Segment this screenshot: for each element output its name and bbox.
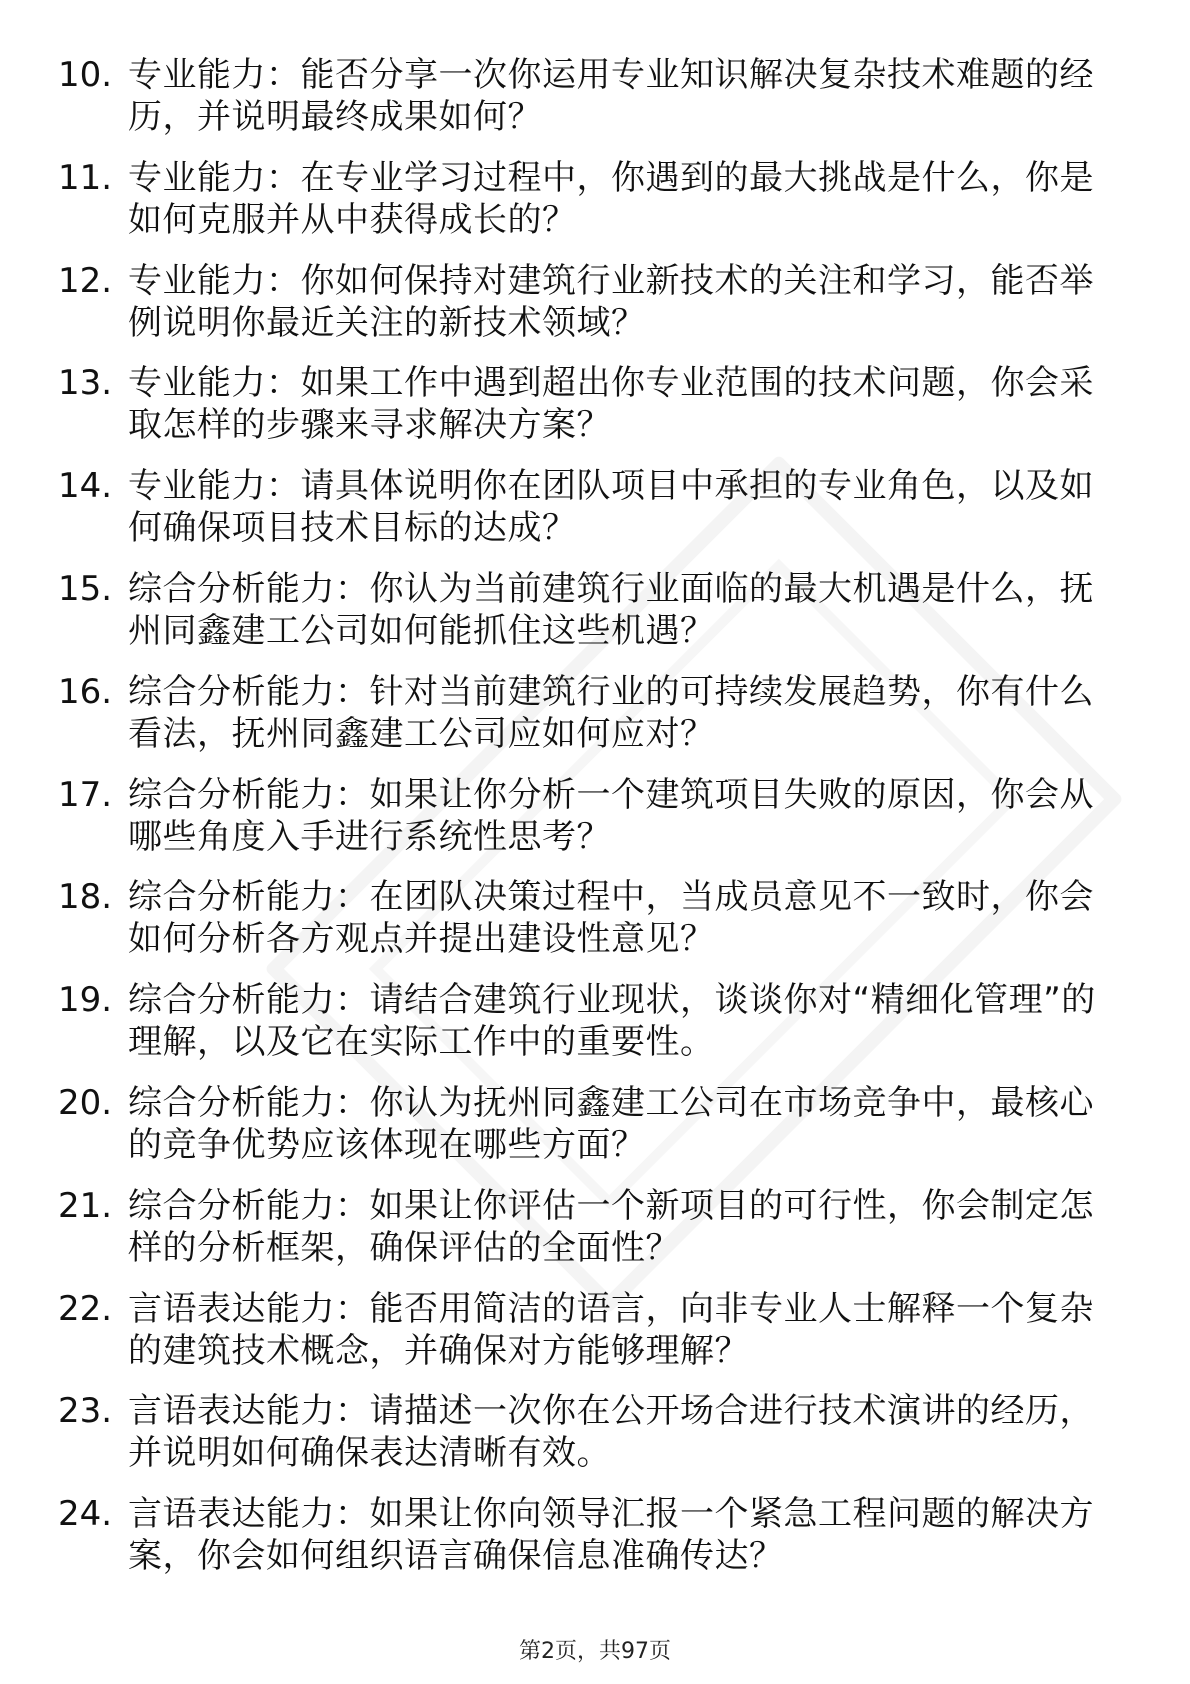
list-item: [0, 1185, 1190, 1288]
item-number: 18.: [58, 877, 113, 918]
item-number: 17.: [58, 774, 113, 815]
list-item: [0, 362, 1190, 465]
item-number: 11.: [58, 157, 113, 198]
item-number: 22.: [58, 1288, 113, 1329]
list-item: [0, 979, 1190, 1082]
item-number: 16.: [58, 671, 113, 712]
item-text: 专业能力：在专业学习过程中，你遇到的最大挑战是什么，你是如何克服并从中获得成长的？: [128, 157, 1094, 240]
list-item: [0, 1082, 1190, 1185]
item-number: 20.: [58, 1082, 113, 1123]
list-item: [0, 1390, 1190, 1493]
question-list: [0, 54, 1190, 1596]
item-text: 综合分析能力：如果让你评估一个新项目的可行性，你会制定怎样的分析框架，确保评估的全面性？: [128, 1185, 1094, 1268]
item-text: 综合分析能力：你认为当前建筑行业面临的最大机遇是什么，抚州同鑫建工公司如何能抓住这些机遇？: [128, 568, 1094, 651]
list-item: [0, 774, 1190, 877]
list-item: [0, 568, 1190, 671]
item-number: 10.: [58, 55, 113, 95]
item-text: 综合分析能力：如果让你分析一个建筑项目失败的原因，你会从哪些角度入手进行系统性思考？: [128, 774, 1094, 857]
item-number: 15.: [58, 568, 113, 609]
list-item: [0, 1288, 1190, 1391]
item-text: 综合分析能力：在团队决策过程中，当成员意见不一致时，你会如何分析各方观点并提出建设性意见？: [128, 877, 1094, 960]
list-item: [0, 260, 1190, 363]
item-text: 专业能力：你如何保持对建筑行业新技术的关注和学习，能否举例说明你最近关注的新技术领域？: [128, 260, 1094, 343]
list-item: [0, 876, 1190, 979]
item-text: 综合分析能力：你认为抚州同鑫建工公司在市场竞争中，最核心的竞争优势应该体现在哪些方面？: [128, 1082, 1094, 1165]
item-number: 21.: [58, 1185, 113, 1226]
list-item: [0, 157, 1190, 260]
item-number: 24.: [58, 1494, 113, 1535]
list-item: [0, 671, 1190, 774]
item-text: 综合分析能力：请结合建筑行业现状，谈谈你对“精细化管理”的理解，以及它在实际工作中的重要性。: [128, 980, 1096, 1063]
list-item: [0, 465, 1190, 568]
item-text: 言语表达能力：请描述一次你在公开场合进行技术演讲的经历，并说明如何确保表达清晰有效。: [128, 1391, 1094, 1474]
list-item: [0, 54, 1190, 157]
item-number: 12.: [58, 260, 113, 301]
item-number: 14.: [58, 466, 113, 507]
list-item: [0, 1493, 1190, 1596]
item-text: 专业能力：能否分享一次你运用专业知识解决复杂技术难题的经历，并说明最终成果如何？: [128, 55, 1094, 137]
item-text: 言语表达能力：能否用简洁的语言，向非专业人士解释一个复杂的建筑技术概念，并确保对方能够理解？: [128, 1288, 1094, 1371]
item-text: 言语表达能力：如果让你向领导汇报一个紧急工程问题的解决方案，你会如何组织语言确保信息准确传达？: [128, 1494, 1094, 1577]
item-number: 23.: [58, 1391, 113, 1432]
page-footer: 第2页，共97页: [519, 1639, 671, 1664]
item-text: 综合分析能力：针对当前建筑行业的可持续发展趋势，你有什么看法，抚州同鑫建工公司应如何应对？: [128, 671, 1094, 754]
item-text: 专业能力：如果工作中遇到超出你专业范围的技术问题，你会采取怎样的步骤来寻求解决方案？: [128, 363, 1094, 446]
item-text: 专业能力：请具体说明你在团队项目中承担的专业角色，以及如何确保项目技术目标的达成？: [128, 466, 1094, 549]
item-number: 13.: [58, 363, 113, 404]
item-number: 19.: [58, 980, 113, 1021]
